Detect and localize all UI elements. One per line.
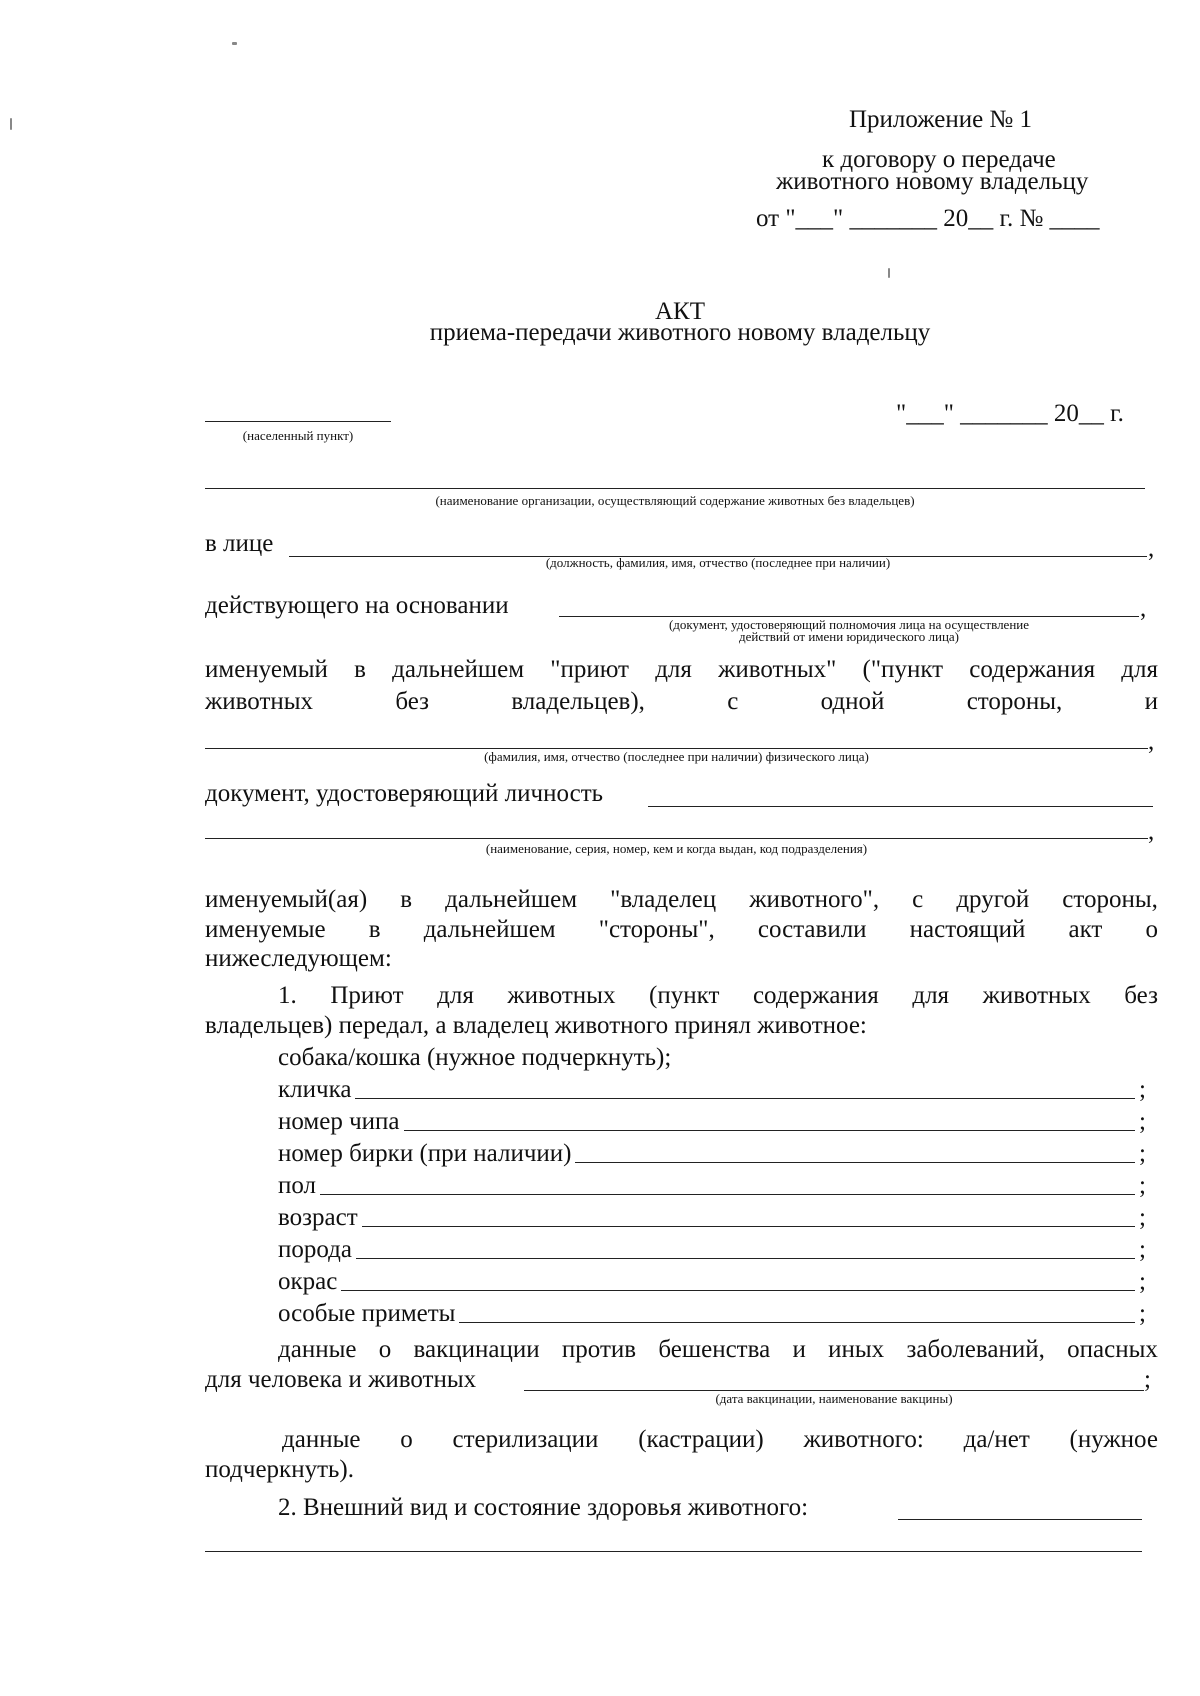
word: для bbox=[437, 982, 474, 1009]
owner-named-line1 bbox=[205, 884, 1158, 916]
id-document-comma: , bbox=[1148, 818, 1155, 845]
word: "стороны", bbox=[598, 916, 715, 943]
representative-comma: , bbox=[1148, 535, 1155, 562]
sterilization-line2: подчеркнуть). bbox=[205, 1456, 354, 1483]
word: именуемые bbox=[205, 916, 326, 943]
word: без bbox=[1124, 982, 1158, 1009]
animal-field-label: возраст bbox=[278, 1204, 358, 1231]
word: именуемый(ая) bbox=[205, 886, 368, 913]
word: одной bbox=[820, 688, 885, 715]
animal-field-row bbox=[278, 1234, 1146, 1266]
act-date: "___" _______ 20__ г. bbox=[896, 400, 1124, 427]
sterilization-line1 bbox=[282, 1424, 1158, 1456]
organization-line bbox=[205, 488, 1145, 489]
word: Приют bbox=[330, 982, 404, 1009]
item2-line1 bbox=[898, 1519, 1142, 1520]
id-document-line2 bbox=[205, 838, 1148, 839]
animal-field-label: пол bbox=[278, 1172, 317, 1199]
word: иных bbox=[828, 1336, 885, 1363]
id-document-caption: (наименование, серия, номер, кем и когда выдан, код подразделения) bbox=[485, 841, 868, 856]
animal-field-input-line[interactable] bbox=[362, 1226, 1135, 1227]
basis-label: действующего на основании bbox=[205, 592, 509, 619]
word: животных bbox=[507, 982, 616, 1009]
animal-field-label: номер чипа bbox=[278, 1108, 400, 1135]
animal-field-input-line[interactable] bbox=[356, 1258, 1135, 1259]
person-caption: (фамилия, имя, отчество (последнее при наличии) физического лица) bbox=[484, 749, 869, 764]
animal-field-row bbox=[278, 1298, 1146, 1330]
document-title: АКТ bbox=[655, 298, 705, 325]
shelter-named-line2 bbox=[205, 686, 1158, 718]
owner-named-line3: нижеследующем: bbox=[205, 945, 392, 972]
word: против bbox=[561, 1336, 637, 1363]
word: 1. bbox=[278, 982, 297, 1009]
id-document-label: документ, удостоверяющий личность bbox=[205, 780, 604, 807]
animal-field-label: окрас bbox=[278, 1268, 338, 1295]
word: для bbox=[655, 656, 692, 683]
word: и bbox=[1144, 688, 1158, 715]
animal-field-end: ; bbox=[1139, 1172, 1146, 1199]
animal-field-row bbox=[278, 1106, 1146, 1138]
shelter-named-line1 bbox=[205, 654, 1158, 686]
vaccination-end: ; bbox=[1144, 1366, 1151, 1393]
word: стерилизации bbox=[452, 1426, 599, 1453]
animal-field-end: ; bbox=[1139, 1268, 1146, 1295]
word: владельцев), bbox=[511, 688, 645, 715]
animal-field-row bbox=[278, 1266, 1146, 1298]
word: другой bbox=[956, 886, 1030, 913]
owner-named-line2 bbox=[205, 914, 1158, 946]
basis-caption-line2: действий от имени юридического лица) bbox=[738, 629, 960, 644]
item1-line1 bbox=[278, 980, 1158, 1012]
word: данные bbox=[278, 1336, 357, 1363]
word: (пункт bbox=[649, 982, 720, 1009]
place-caption: (населенный пункт) bbox=[242, 428, 354, 443]
document-subtitle: приема-передачи животного новому владельцу bbox=[429, 319, 931, 346]
word: дальнейшем bbox=[392, 656, 525, 683]
animal-field-input-line[interactable] bbox=[341, 1290, 1135, 1291]
basis-caption-line1: (документ, удостоверяющий полномочия лица на осуществление bbox=[668, 617, 1030, 632]
word: "владелец bbox=[610, 886, 717, 913]
word: в bbox=[368, 916, 381, 943]
word: вакцинации bbox=[413, 1336, 540, 1363]
word: животных" bbox=[718, 656, 837, 683]
item1-line2: владельцев) передал, а владелец животного принял животное: bbox=[205, 1012, 867, 1039]
animal-field-end: ; bbox=[1139, 1108, 1146, 1135]
animal-field-label: порода bbox=[278, 1236, 352, 1263]
word: именуемый bbox=[205, 656, 328, 683]
animal-field-label: особые приметы bbox=[278, 1300, 456, 1327]
animal-field-end: ; bbox=[1139, 1076, 1146, 1103]
vaccination-label: для человека и животных bbox=[205, 1366, 477, 1393]
word: данные bbox=[282, 1426, 361, 1453]
animal-field-input-line[interactable] bbox=[575, 1162, 1135, 1163]
word: да/нет bbox=[963, 1426, 1030, 1453]
word: стороны, bbox=[966, 688, 1063, 715]
word: заболеваний, bbox=[906, 1336, 1045, 1363]
word: дальнейшем bbox=[445, 886, 578, 913]
animal-field-row bbox=[278, 1138, 1146, 1170]
word: и bbox=[792, 1336, 806, 1363]
word: содержания bbox=[969, 656, 1096, 683]
word: с bbox=[727, 688, 739, 715]
contract-date-number: от "___" _______ 20__ г. № ____ bbox=[756, 205, 1100, 232]
word: с bbox=[912, 886, 924, 913]
word: для bbox=[1121, 656, 1158, 683]
word: ("пункт bbox=[862, 656, 944, 683]
id-document-line1 bbox=[648, 806, 1153, 807]
animal-field-input-line[interactable] bbox=[320, 1194, 1135, 1195]
word: о bbox=[1145, 916, 1158, 943]
word: животного: bbox=[803, 1426, 924, 1453]
organization-caption: (наименование организации, осуществляющий содержание животных без владельцев) bbox=[435, 493, 915, 508]
animal-field-input-line[interactable] bbox=[404, 1130, 1136, 1131]
animal-field-end: ; bbox=[1139, 1140, 1146, 1167]
vaccination-line1 bbox=[278, 1334, 1158, 1366]
species-line: собака/кошка (нужное подчеркнуть); bbox=[278, 1044, 672, 1071]
animal-field-input-line[interactable] bbox=[459, 1322, 1135, 1323]
appendix-number: Приложение № 1 bbox=[849, 106, 1033, 133]
word: о bbox=[378, 1336, 392, 1363]
word: дальнейшем bbox=[423, 916, 556, 943]
word: стороны, bbox=[1062, 886, 1158, 913]
word: животного", bbox=[749, 886, 880, 913]
animal-field-end: ; bbox=[1139, 1300, 1146, 1327]
item2-line2 bbox=[205, 1551, 1142, 1552]
contract-reference: к договору о передаче bbox=[822, 146, 1056, 173]
representative-label: в лице bbox=[205, 530, 274, 557]
word: настоящий bbox=[909, 916, 1026, 943]
word: акт bbox=[1068, 916, 1103, 943]
word: о bbox=[400, 1426, 413, 1453]
animal-field-label: номер бирки (при наличии) bbox=[278, 1140, 572, 1167]
scan-speck bbox=[10, 118, 12, 130]
representative-caption: (должность, фамилия, имя, отчество (последнее при наличии) bbox=[545, 555, 891, 570]
basis-comma: , bbox=[1140, 595, 1147, 622]
word: бешенства bbox=[658, 1336, 771, 1363]
word: "приют bbox=[550, 656, 629, 683]
contract-subject: животного новому владельцу bbox=[776, 168, 1089, 195]
word: содержания bbox=[752, 982, 879, 1009]
word: составили bbox=[757, 916, 867, 943]
person-comma: , bbox=[1148, 728, 1155, 755]
vaccination-caption: (дата вакцинации, наименование вакцины) bbox=[715, 1391, 953, 1406]
word: опасных bbox=[1067, 1336, 1158, 1363]
animal-field-end: ; bbox=[1139, 1236, 1146, 1263]
animal-field-row bbox=[278, 1170, 1146, 1202]
word: для bbox=[912, 982, 950, 1009]
scan-speck bbox=[888, 268, 890, 278]
animal-field-row bbox=[278, 1202, 1146, 1234]
animal-field-row bbox=[278, 1074, 1146, 1106]
animal-field-end: ; bbox=[1139, 1204, 1146, 1231]
item2-label: 2. Внешний вид и состояние здоровья животного: bbox=[278, 1494, 809, 1521]
word: (кастрации) bbox=[638, 1426, 764, 1453]
word: без bbox=[395, 688, 430, 715]
word: в bbox=[354, 656, 366, 683]
word: (нужное bbox=[1069, 1426, 1158, 1453]
animal-field-input-line[interactable] bbox=[355, 1098, 1135, 1099]
scan-speck bbox=[232, 42, 237, 45]
word: в bbox=[400, 886, 413, 913]
word: животных bbox=[982, 982, 1091, 1009]
word: животных bbox=[205, 688, 314, 715]
place-line bbox=[205, 421, 391, 422]
animal-field-label: кличка bbox=[278, 1076, 352, 1103]
